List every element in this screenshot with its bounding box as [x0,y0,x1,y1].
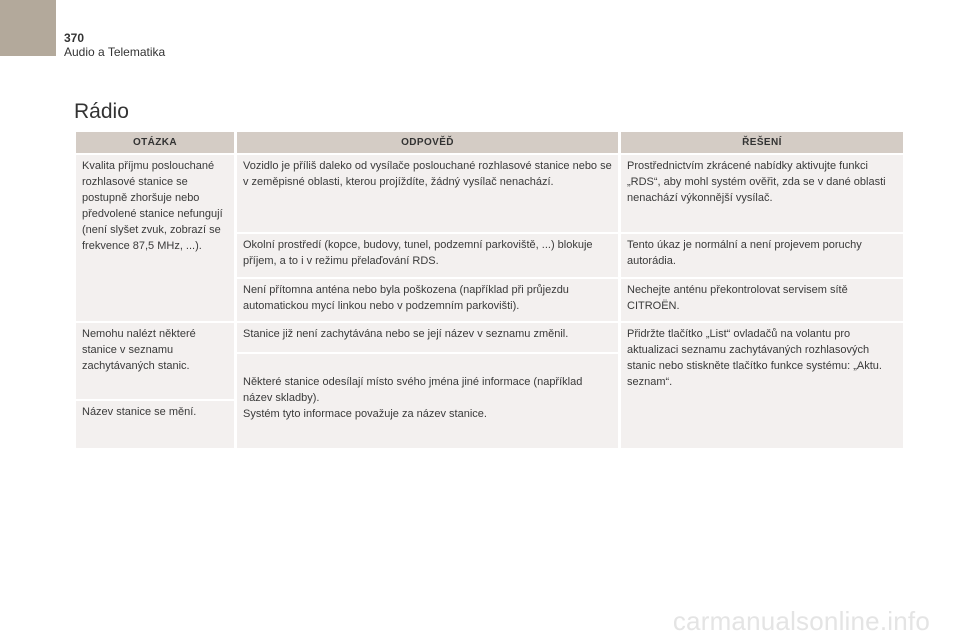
answer-cell: Stanice již není zachytávána nebo se její název v seznamu změnil. [237,323,618,352]
page-title: Rádio [74,100,129,123]
answer-cell: Není přítomna anténa nebo byla poškozena (například při průjezdu automatickou mycí linkou nebo v podzemním parkovišti). [237,279,618,321]
question-cell: Kvalita příjmu poslouchané rozhlasové stanice se postupně zhoršuje nebo předvolené stanice nefungují (není slyšet zvuk, zobrazí se frekvence 87,5 MHz, ...). [76,155,234,321]
question-cell: Název stanice se mění. [76,401,234,448]
question-cell: Nemohu nalézt některé stanice v seznamu zachytávaných stanic. [76,323,234,399]
header-question: OTÁZKA [76,132,234,153]
solution-cell: Nechejte anténu překontrolovat servisem sítě CITROËN. [621,279,903,321]
header-answer: ODPOVĚĎ [237,132,618,153]
section-label: Audio a Telematika [64,45,166,59]
header-solution: ŘEŠENÍ [621,132,903,153]
faq-table [76,132,903,448]
corner-tab [0,0,56,56]
answer-cell: Některé stanice odesílají místo svého jména jiné informace (například název skladby). Systém tyto informace považuje za název stanice. [237,354,618,448]
page-number: 370 [64,31,85,45]
solution-cell: Přidržte tlačítko „List“ ovladačů na volantu pro aktualizaci seznamu zachytávaných rozhlasových stanic nebo stiskněte tlačítko funkce systému: „Aktu. seznam“. [621,323,903,448]
answer-cell: Okolní prostředí (kopce, budovy, tunel, podzemní parkoviště, ...) blokuje příjem, a to i v režimu přelaďování RDS. [237,234,618,277]
solution-cell: Prostřednictvím zkrácené nabídky aktivujte funkci „RDS“, aby mohl systém ověřit, zda se v dané oblasti nenachází výkonnější vysílač. [621,155,903,232]
watermark: carmanualsonline.info [672,606,930,636]
solution-cell: Tento úkaz je normální a není projevem poruchy autorádia. [621,234,903,277]
answer-cell: Vozidlo je příliš daleko od vysílače poslouchané rozhlasové stanice nebo se v zeměpisné oblasti, kterou projíždíte, žádný vysílač nenachází. [237,155,618,232]
